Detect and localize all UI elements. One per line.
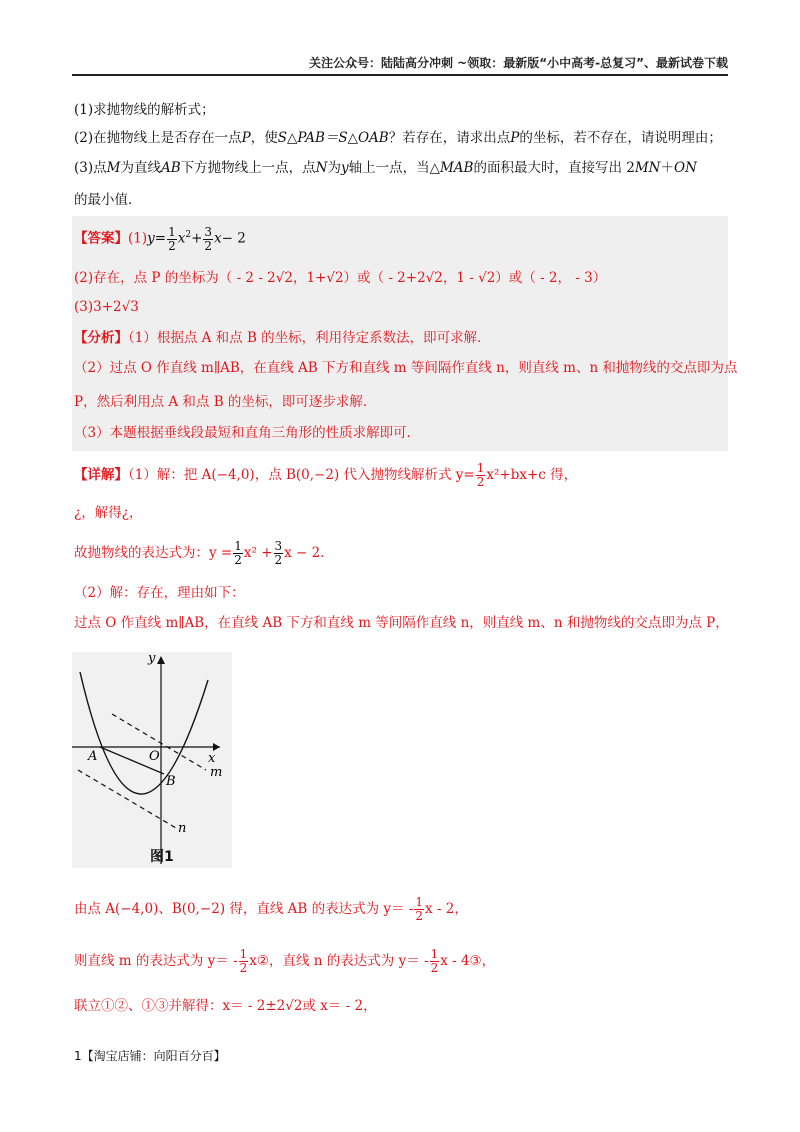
q3-on: ON	[674, 160, 697, 176]
detail-d6-end: x - 2，	[425, 901, 468, 917]
detail-line-3	[74, 540, 334, 567]
answer-1-plus: +	[191, 230, 203, 247]
detail-d7-end: x - 4③，	[440, 953, 496, 969]
q2-var-p: P	[241, 130, 251, 146]
frac-num: 1	[430, 947, 439, 961]
q3-ab: AB	[160, 160, 181, 176]
detail-d3-frac2	[274, 540, 284, 567]
label-x: x	[208, 751, 216, 766]
frac-den: 2	[476, 475, 485, 489]
detail-d6-pre: 由点 A(−4,0)、B(0,−2) 得，直线 AB 的表达式为 y＝ -	[74, 901, 414, 917]
q2-area-eq: S△PAB＝S△OAB	[277, 130, 389, 146]
question-1: (1)求抛物线的解析式；	[74, 102, 215, 118]
question-2	[74, 128, 722, 148]
analysis-line-3: P，然后利用点 A 和点 B 的坐标，即可逐步求解．	[74, 394, 377, 410]
q3-y: y	[340, 160, 349, 176]
q2-var-p2: P	[510, 130, 520, 146]
answer-1-x: x	[214, 230, 222, 247]
x-axis-arrow	[213, 743, 220, 751]
label-a: A	[88, 749, 98, 764]
page-footer: 1【淘宝店铺：向阳百分百】	[74, 1049, 226, 1063]
answer-1-x2: x	[177, 230, 186, 247]
answer-line-2: (2)存在，点 P 的坐标为（ - 2 - 2√2，1+√2）或（ - 2+2√2，1 - √2）或（ - 2， - 3）	[74, 270, 607, 286]
detail-d3-frac1	[233, 540, 243, 567]
frac-den: 2	[239, 961, 248, 975]
detail-d1: （1）解：把 A(−4,0)，点 B(0,−2) 代入抛物线解析式 y=	[128, 467, 475, 483]
y-axis-arrow	[157, 656, 165, 664]
label-n: n	[178, 821, 187, 836]
frac-den: 2	[274, 553, 283, 567]
frac-num: 1	[239, 947, 248, 961]
answer-1-eq: =	[154, 230, 167, 247]
header-rule	[72, 74, 728, 76]
analysis-p1: （1）根据点 A 和点 B 的坐标，利用待定系数法，即可求解．	[128, 330, 491, 346]
answer-line-1	[74, 225, 246, 253]
analysis-tag: 【分析】	[74, 330, 128, 346]
q3-f: 的面积最大时，直接写出 2	[473, 160, 635, 176]
frac-den: 2	[430, 961, 439, 975]
detail-line-6	[74, 896, 468, 923]
question-3-cont: 的最小值．	[74, 192, 142, 208]
q3-mab: MAB	[439, 160, 474, 176]
q3-m: M	[106, 160, 121, 176]
frac-den: 2	[234, 553, 242, 567]
analysis-line-2: （2）过点 O 作直线 m∥AB，在直线 AB 下方和直线 m 等间隔作直线 n，则直线 m、n 和抛物线的交点即为点	[74, 360, 738, 376]
q3-d: 为	[327, 160, 341, 176]
answer-1-const: − 2	[221, 230, 246, 247]
frac-den: 2	[168, 238, 176, 253]
label-o: O	[149, 749, 160, 764]
q3-g: ＋	[660, 160, 674, 176]
figure-caption: 图1	[150, 849, 174, 865]
figure-1	[72, 652, 232, 868]
label-b: B	[166, 774, 176, 789]
frac-den: 2	[204, 238, 213, 253]
frac-den: 2	[415, 909, 424, 923]
detail-d1-frac	[476, 462, 486, 489]
detail-d3-mid: x² +	[243, 545, 273, 561]
detail-d3-end: x − 2．	[284, 545, 334, 561]
answer-1-y: y	[147, 230, 155, 247]
q3-c: 下方抛物线上一点，点	[180, 160, 316, 176]
page-header: 关注公众号：陆陆高分冲刺 ~领取：最新版“小中高考-总复习”、最新试卷下载	[309, 56, 728, 70]
answer-line-3: (3)3+2√3	[74, 299, 139, 315]
frac-num: 1	[234, 539, 242, 553]
detail-line-5: 过点 O 作直线 m∥AB，在直线 AB 下方和直线 m 等间隔作直线 n，则直线 m、n 和抛物线的交点即为点 P，	[74, 615, 729, 631]
q2-text-f: 的坐标，若不存在，请说明理由；	[519, 130, 722, 146]
q3-b: 为直线	[120, 160, 161, 176]
frac-num: 1	[168, 224, 176, 239]
detail-tag: 【详解】	[74, 467, 128, 483]
detail-line-4: （2）解：存在，理由如下：	[74, 585, 245, 601]
answer-1-sup: 2	[185, 230, 192, 240]
answer-1-frac-half	[167, 226, 177, 253]
q3-a: (3)点	[74, 160, 107, 176]
detail-line-8: 联立①②、①③并解得：x＝ - 2±2√2或 x＝ - 2，	[74, 998, 377, 1014]
detail-d1-end: x²+bx+c 得，	[486, 467, 578, 483]
q2-text-a: (2)在抛物线上是否存在一点	[74, 130, 242, 146]
detail-d7-pre: 则直线 m 的表达式为 y＝ -	[74, 953, 238, 969]
detail-line-1	[74, 462, 577, 489]
frac-num: 3	[274, 539, 283, 553]
answer-1-prefix: (1)	[128, 230, 148, 247]
detail-d7-frac2	[430, 948, 440, 975]
q2-text-d: ？若存在，请求出点	[388, 130, 511, 146]
detail-line-7	[74, 948, 495, 975]
q3-e: 轴上一点，当△	[348, 160, 440, 176]
detail-d3-pre: 故抛物线的表达式为：y =	[74, 545, 233, 561]
figure-1-svg	[72, 652, 232, 868]
detail-d6-frac	[414, 896, 424, 923]
frac-num: 1	[415, 895, 424, 909]
label-y: y	[148, 652, 156, 666]
frac-num: 1	[476, 461, 485, 475]
label-m: m	[210, 765, 223, 780]
answer-tag: 【答案】	[74, 230, 128, 247]
question-3	[74, 158, 697, 178]
q3-mn: MN	[634, 160, 661, 176]
analysis-line-4: （3）本题根据垂线段最短和直角三角形的性质求解即可．	[74, 425, 421, 441]
q2-text-b: ，使	[250, 130, 278, 146]
analysis-line-1	[74, 328, 491, 348]
q3-n: N	[315, 160, 328, 176]
frac-num: 3	[204, 224, 213, 239]
detail-line-2: ¿，解得¿，	[74, 505, 143, 521]
detail-d7-frac1	[239, 948, 249, 975]
detail-d7-mid: x②，直线 n 的表达式为 y＝ -	[249, 953, 429, 969]
answer-1-frac-3-2	[203, 226, 213, 253]
